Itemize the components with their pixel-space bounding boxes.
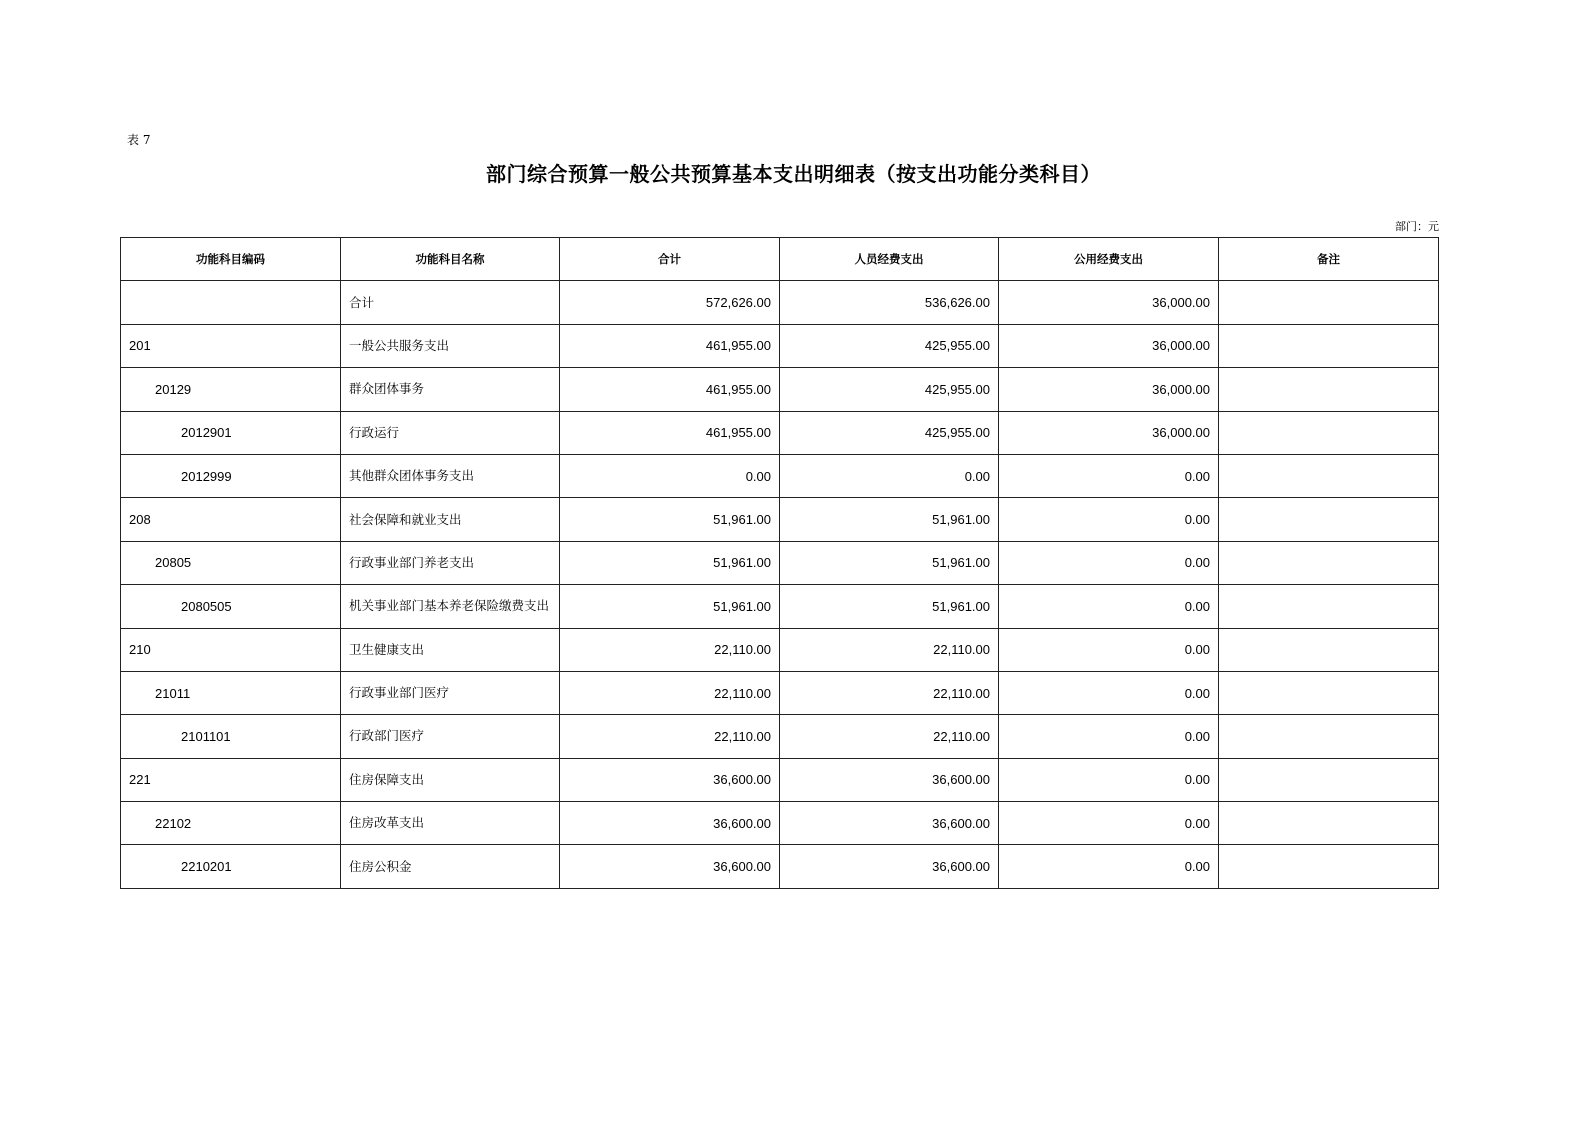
table-row bbox=[121, 498, 1439, 541]
personnel-cell: 36,600.00 bbox=[780, 802, 999, 845]
note-cell bbox=[1219, 281, 1439, 324]
total-cell: 461,955.00 bbox=[560, 411, 780, 454]
public-cell: 0.00 bbox=[999, 671, 1219, 714]
name-cell: 其他群众团体事务支出 bbox=[341, 454, 560, 497]
code-cell bbox=[121, 281, 341, 324]
code-cell: 21011 bbox=[121, 671, 341, 714]
personnel-cell: 0.00 bbox=[780, 454, 999, 497]
public-cell: 0.00 bbox=[999, 585, 1219, 628]
name-cell: 行政部门医疗 bbox=[341, 715, 560, 758]
note-cell bbox=[1219, 628, 1439, 671]
public-cell: 0.00 bbox=[999, 715, 1219, 758]
personnel-cell: 22,110.00 bbox=[780, 671, 999, 714]
name-cell: 行政事业部门医疗 bbox=[341, 671, 560, 714]
code-cell: 208 bbox=[121, 498, 341, 541]
note-cell bbox=[1219, 715, 1439, 758]
personnel-cell: 536,626.00 bbox=[780, 281, 999, 324]
note-cell bbox=[1219, 845, 1439, 888]
total-cell: 22,110.00 bbox=[560, 628, 780, 671]
total-cell: 36,600.00 bbox=[560, 802, 780, 845]
code-cell: 221 bbox=[121, 758, 341, 801]
name-cell: 社会保障和就业支出 bbox=[341, 498, 560, 541]
table-row bbox=[121, 324, 1439, 367]
table-row bbox=[121, 411, 1439, 454]
total-cell: 22,110.00 bbox=[560, 715, 780, 758]
total-cell: 36,600.00 bbox=[560, 845, 780, 888]
note-cell bbox=[1219, 585, 1439, 628]
name-cell: 一般公共服务支出 bbox=[341, 324, 560, 367]
code-cell: 210 bbox=[121, 628, 341, 671]
table-row bbox=[121, 758, 1439, 801]
note-cell bbox=[1219, 368, 1439, 411]
note-cell bbox=[1219, 541, 1439, 584]
column-header-code: 功能科目编码 bbox=[121, 238, 341, 281]
total-cell: 572,626.00 bbox=[560, 281, 780, 324]
table-row bbox=[121, 628, 1439, 671]
code-cell: 20805 bbox=[121, 541, 341, 584]
note-cell bbox=[1219, 454, 1439, 497]
code-cell: 2080505 bbox=[121, 585, 341, 628]
table-body bbox=[121, 281, 1439, 888]
public-cell: 36,000.00 bbox=[999, 281, 1219, 324]
personnel-cell: 22,110.00 bbox=[780, 628, 999, 671]
total-cell: 0.00 bbox=[560, 454, 780, 497]
note-cell bbox=[1219, 758, 1439, 801]
public-cell: 0.00 bbox=[999, 454, 1219, 497]
table-row bbox=[121, 802, 1439, 845]
name-cell: 机关事业部门基本养老保险缴费支出 bbox=[341, 585, 560, 628]
table-row bbox=[121, 671, 1439, 714]
name-cell: 行政运行 bbox=[341, 411, 560, 454]
note-cell bbox=[1219, 671, 1439, 714]
table-row bbox=[121, 585, 1439, 628]
total-cell: 51,961.00 bbox=[560, 498, 780, 541]
table-row bbox=[121, 281, 1439, 324]
public-cell: 0.00 bbox=[999, 498, 1219, 541]
name-cell: 卫生健康支出 bbox=[341, 628, 560, 671]
column-header-note: 备注 bbox=[1219, 238, 1439, 281]
column-header-personnel: 人员经费支出 bbox=[780, 238, 999, 281]
name-cell: 住房保障支出 bbox=[341, 758, 560, 801]
name-cell: 住房公积金 bbox=[341, 845, 560, 888]
table-row bbox=[121, 541, 1439, 584]
code-cell: 2012901 bbox=[121, 411, 341, 454]
personnel-cell: 36,600.00 bbox=[780, 845, 999, 888]
public-cell: 36,000.00 bbox=[999, 324, 1219, 367]
personnel-cell: 51,961.00 bbox=[780, 585, 999, 628]
note-cell bbox=[1219, 411, 1439, 454]
total-cell: 36,600.00 bbox=[560, 758, 780, 801]
personnel-cell: 36,600.00 bbox=[780, 758, 999, 801]
personnel-cell: 425,955.00 bbox=[780, 324, 999, 367]
table-row bbox=[121, 715, 1439, 758]
personnel-cell: 51,961.00 bbox=[780, 541, 999, 584]
code-cell: 20129 bbox=[121, 368, 341, 411]
code-cell: 22102 bbox=[121, 802, 341, 845]
personnel-cell: 425,955.00 bbox=[780, 411, 999, 454]
total-cell: 461,955.00 bbox=[560, 324, 780, 367]
column-header-name: 功能科目名称 bbox=[341, 238, 560, 281]
budget-table bbox=[120, 237, 1439, 889]
table-number: 表 7 bbox=[127, 133, 151, 147]
public-cell: 0.00 bbox=[999, 802, 1219, 845]
public-cell: 36,000.00 bbox=[999, 411, 1219, 454]
public-cell: 0.00 bbox=[999, 845, 1219, 888]
name-cell: 行政事业部门养老支出 bbox=[341, 541, 560, 584]
total-cell: 22,110.00 bbox=[560, 671, 780, 714]
code-cell: 2101101 bbox=[121, 715, 341, 758]
total-cell: 461,955.00 bbox=[560, 368, 780, 411]
total-cell: 51,961.00 bbox=[560, 541, 780, 584]
table-row bbox=[121, 454, 1439, 497]
name-cell: 合计 bbox=[341, 281, 560, 324]
code-cell: 2210201 bbox=[121, 845, 341, 888]
total-cell: 51,961.00 bbox=[560, 585, 780, 628]
personnel-cell: 22,110.00 bbox=[780, 715, 999, 758]
note-cell bbox=[1219, 498, 1439, 541]
note-cell bbox=[1219, 802, 1439, 845]
table-row bbox=[121, 368, 1439, 411]
page-title: 部门综合预算一般公共预算基本支出明细表（按支出功能分类科目） bbox=[486, 162, 1101, 186]
public-cell: 0.00 bbox=[999, 541, 1219, 584]
name-cell: 群众团体事务 bbox=[341, 368, 560, 411]
table-row bbox=[121, 845, 1439, 888]
table-header-row bbox=[121, 238, 1439, 281]
code-cell: 201 bbox=[121, 324, 341, 367]
public-cell: 0.00 bbox=[999, 758, 1219, 801]
name-cell: 住房改革支出 bbox=[341, 802, 560, 845]
note-cell bbox=[1219, 324, 1439, 367]
personnel-cell: 425,955.00 bbox=[780, 368, 999, 411]
public-cell: 36,000.00 bbox=[999, 368, 1219, 411]
unit-label: 部门：元 bbox=[1395, 220, 1439, 233]
personnel-cell: 51,961.00 bbox=[780, 498, 999, 541]
public-cell: 0.00 bbox=[999, 628, 1219, 671]
column-header-public: 公用经费支出 bbox=[999, 238, 1219, 281]
code-cell: 2012999 bbox=[121, 454, 341, 497]
column-header-total: 合计 bbox=[560, 238, 780, 281]
